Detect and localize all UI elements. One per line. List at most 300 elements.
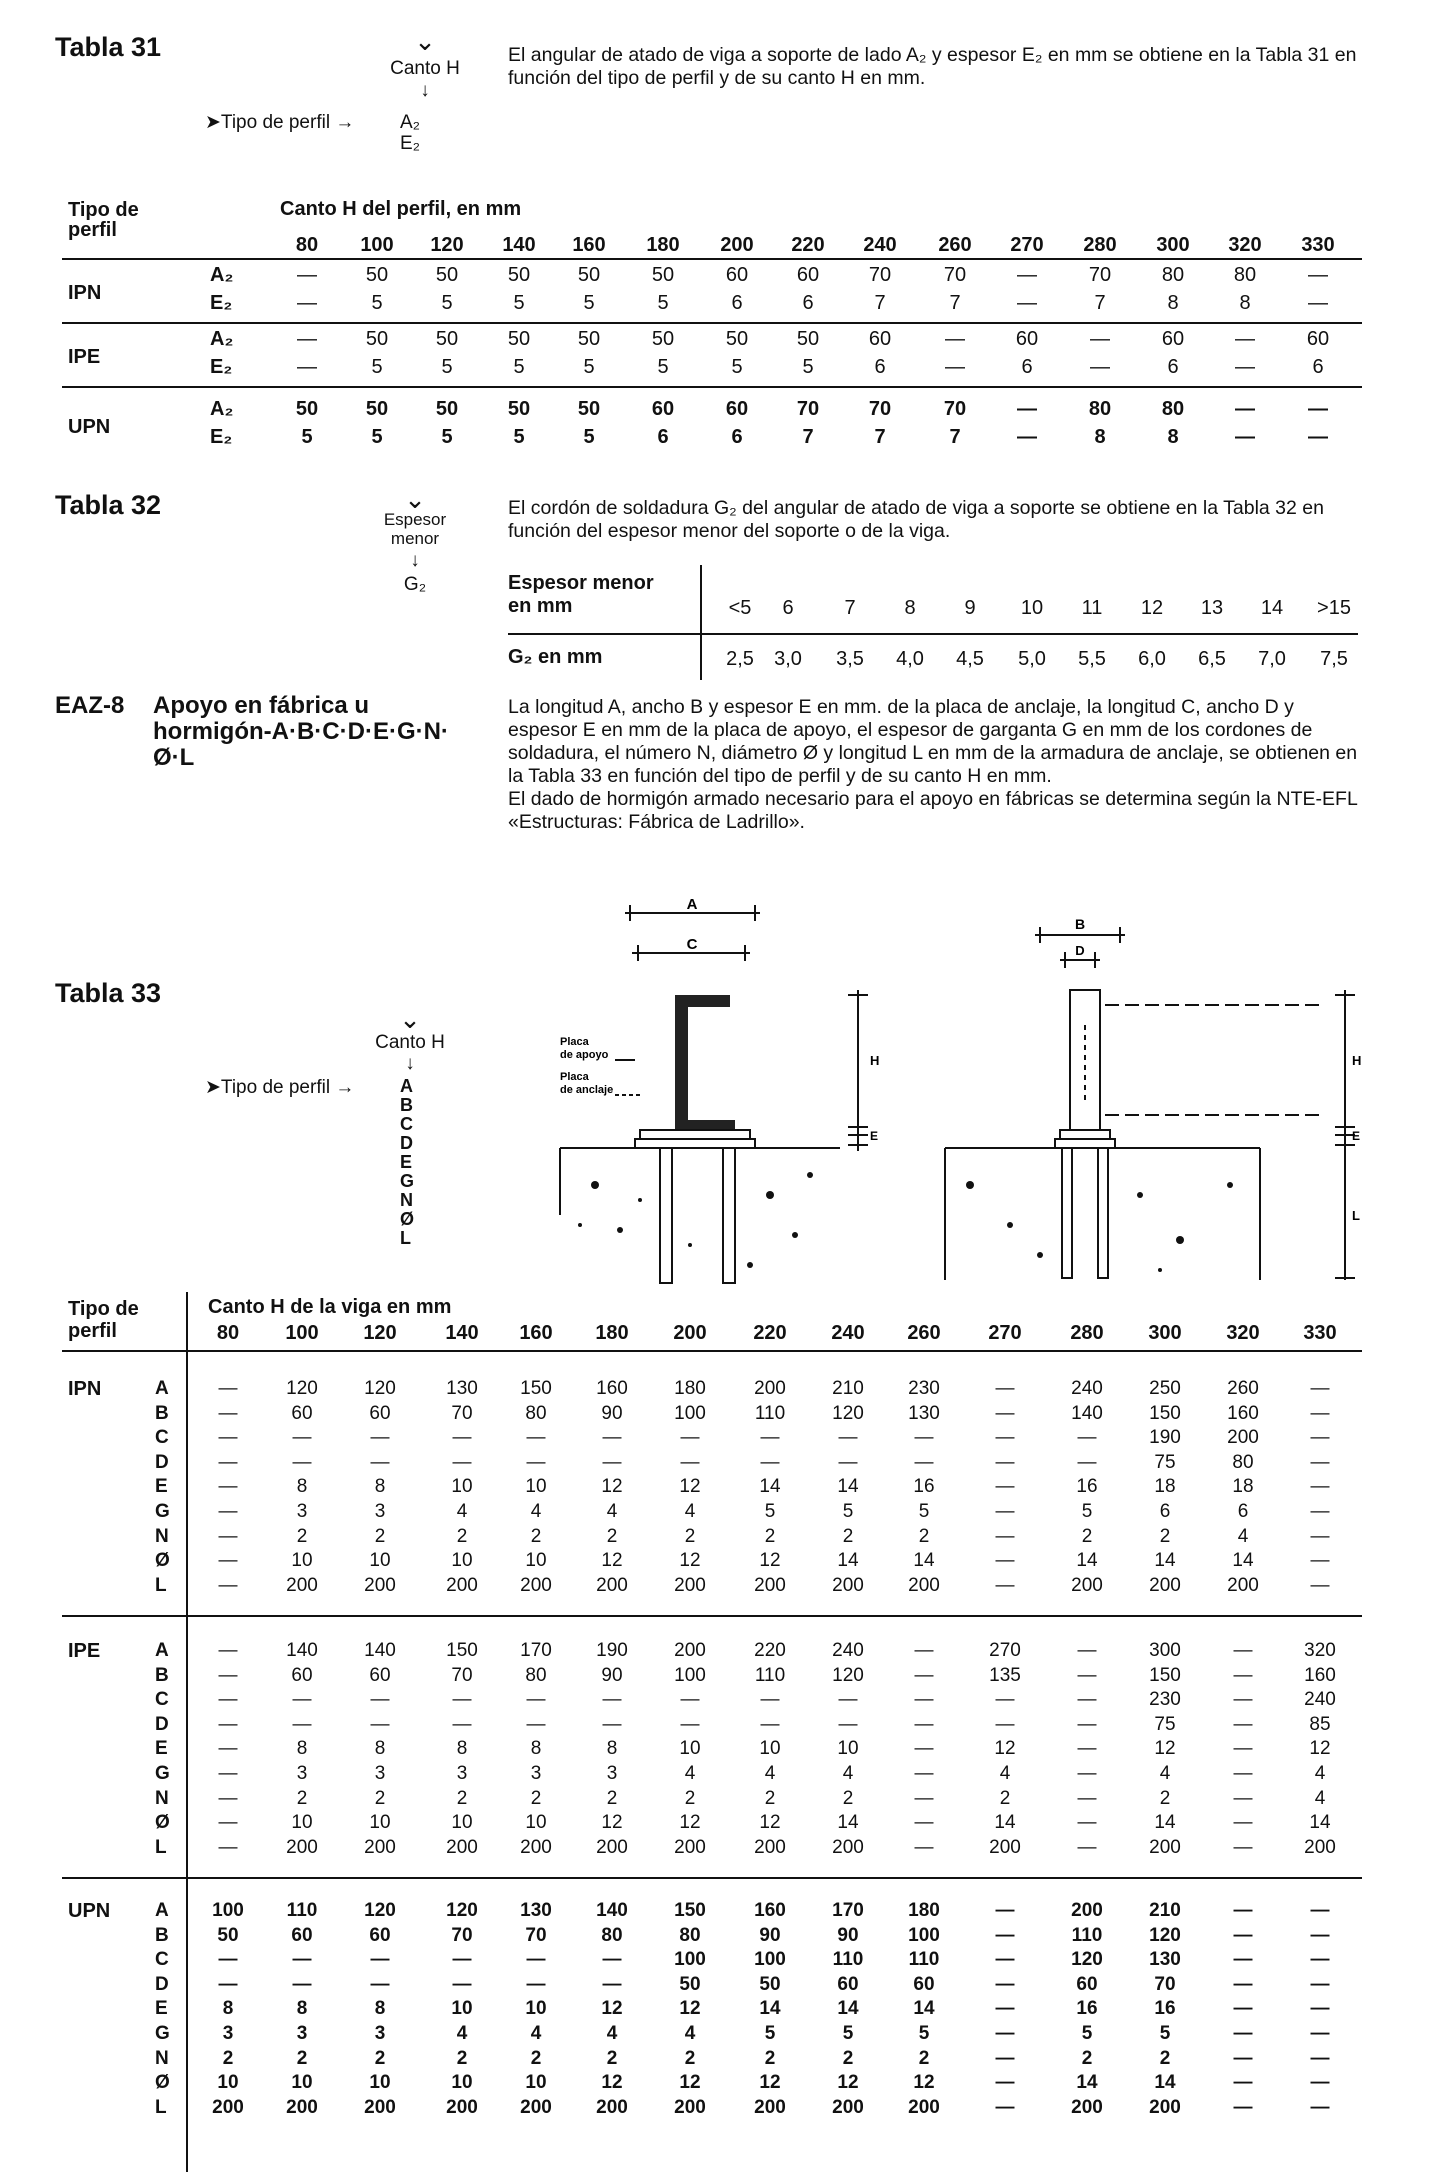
table-cell: 60 (1161, 328, 1185, 350)
table-cell: 60 (1306, 328, 1330, 350)
table-cell: 60 (369, 1665, 391, 1686)
table-cell: — (1077, 1788, 1097, 1809)
table-cell: — (218, 1763, 238, 1784)
table-cell: 300 (1149, 1640, 1181, 1661)
table-cell: — (1077, 1640, 1097, 1661)
table-cell: — (218, 1640, 238, 1661)
table-cell: — (1310, 1427, 1330, 1448)
table-cell: 2 (530, 1788, 542, 1809)
col-header: 120 (363, 1322, 397, 1344)
table-cell: 60 (369, 1403, 391, 1424)
canto-header: Canto H del perfil, en mm (280, 198, 522, 220)
table-cell: — (526, 1714, 546, 1735)
table-cell: — (1077, 1689, 1097, 1710)
table-cell: — (914, 1812, 934, 1833)
table-cell: 3 (296, 1501, 308, 1522)
key-canto-33: Canto H (375, 1032, 445, 1053)
table-cell: — (297, 356, 317, 378)
table-cell: 5 (513, 292, 525, 314)
table-cell: — (1077, 1812, 1097, 1833)
table-cell: 200 (286, 2097, 318, 2118)
table-cell: — (995, 1575, 1015, 1596)
table-cell: 75 (1154, 1714, 1176, 1735)
table-cell: 6 (1237, 1501, 1249, 1522)
table-cell: 3 (456, 1763, 468, 1784)
table-cell: — (995, 1403, 1015, 1424)
key-out: D (400, 1133, 413, 1153)
table-cell: — (1077, 1665, 1097, 1686)
table-cell: — (1077, 1714, 1097, 1735)
table-cell: 2 (764, 2048, 776, 2069)
table-cell: — (838, 1427, 858, 1448)
table-cell: — (995, 1949, 1015, 1970)
table-cell: 4 (684, 1763, 696, 1784)
table-cell: 14 (994, 1812, 1016, 1833)
chevron-down-icon: ⌄ (399, 1004, 421, 1034)
table-cell: 160 (1227, 1403, 1259, 1424)
col-header: 270 (988, 1322, 1022, 1344)
table-cell: 7 (949, 292, 961, 314)
table-cell: 7 (949, 426, 961, 448)
table-cell: — (297, 328, 317, 350)
label-placa-anclaje-2: de anclaje (560, 1084, 614, 1096)
table-cell: — (995, 1900, 1015, 1921)
table-cell: 110 (286, 1900, 318, 1921)
table-cell: 12 (913, 2072, 935, 2093)
table-cell: — (1017, 426, 1037, 448)
table-cell: — (914, 1427, 934, 1448)
g2-value: 6,0 (1138, 648, 1166, 670)
table-cell: 2 (296, 2048, 308, 2069)
key-out: C (400, 1114, 413, 1134)
group-name: UPN (68, 1900, 111, 1922)
table-cell: — (760, 1714, 780, 1735)
table-cell: — (914, 1665, 934, 1686)
table-cell: — (602, 1714, 622, 1735)
row-label: L (155, 2097, 167, 2118)
table-cell: 200 (1071, 2097, 1103, 2118)
table-cell: — (1310, 1550, 1330, 1571)
table-cell: — (452, 1714, 472, 1735)
chevron-right-icon: ➤ (205, 112, 221, 133)
table-cell: 10 (679, 1738, 701, 1759)
table-cell: 4 (456, 1501, 468, 1522)
table-cell: — (370, 1689, 390, 1710)
table-cell: 200 (674, 1640, 706, 1661)
table-cell: 2 (456, 1526, 468, 1547)
table-cell: 110 (754, 1403, 786, 1424)
group-name: IPN (68, 282, 102, 304)
dim-l: L (1352, 1208, 1360, 1223)
table-cell: 5 (513, 356, 525, 378)
table-cell: 100 (674, 1665, 706, 1686)
table-cell: 200 (1071, 1900, 1103, 1921)
table-cell: 10 (451, 1998, 473, 2019)
table-cell: — (370, 1452, 390, 1473)
table-cell: — (218, 1837, 238, 1858)
col-header: 100 (285, 1322, 319, 1344)
table-cell: 50 (725, 328, 749, 350)
row-label: C (155, 1949, 169, 1970)
table-cell: — (995, 2072, 1015, 2093)
table-cell: 50 (651, 264, 675, 286)
table-cell: 200 (286, 1575, 318, 1596)
table-cell: — (1233, 1714, 1253, 1735)
table-cell: — (218, 1714, 238, 1735)
g2-value: 3,0 (774, 648, 802, 670)
col-header: 200 (720, 234, 754, 256)
table-cell: 14 (1076, 2072, 1098, 2093)
table-cell: 250 (1149, 1378, 1181, 1399)
table-cell: 3 (222, 2023, 234, 2044)
table-cell: — (1077, 1427, 1097, 1448)
arrow-down-icon: ↓ (410, 550, 420, 571)
col-header: 240 (831, 1322, 865, 1344)
table-cell: — (1233, 1812, 1253, 1833)
table-cell: 8 (296, 1998, 308, 2019)
table-cell: — (1233, 1665, 1253, 1686)
table-cell: 8 (374, 1998, 386, 2019)
table-cell: 90 (601, 1403, 623, 1424)
table-cell: 200 (364, 1837, 396, 1858)
table-cell: 50 (365, 398, 389, 420)
eaz-title-line2: hormigón-A·B·C·D·E·G·N· (153, 718, 449, 745)
table-cell: 10 (217, 2072, 239, 2093)
key-canto: Canto H (390, 58, 460, 79)
col-header: 320 (1226, 1322, 1260, 1344)
table-cell: 210 (1149, 1900, 1181, 1921)
table-cell: 6 (657, 426, 669, 448)
table-cell: 2 (842, 1526, 854, 1547)
chevron-down-icon: ⌄ (414, 26, 436, 56)
table-cell: 190 (1149, 1427, 1181, 1448)
g2-value: 5,5 (1078, 648, 1106, 670)
table-cell: 12 (1154, 1738, 1176, 1759)
row-label: E (155, 1476, 168, 1497)
table-cell: 6 (1167, 356, 1179, 378)
table-cell: — (1077, 1837, 1097, 1858)
table-cell: 12 (1309, 1738, 1331, 1759)
table-cell: 12 (601, 1998, 623, 2019)
col-header: 220 (791, 234, 825, 256)
canto-header-33: Canto H de la viga en mm (208, 1296, 452, 1318)
col-header: 300 (1148, 1322, 1182, 1344)
table-cell: 50 (435, 264, 459, 286)
g2-value: 7,5 (1320, 648, 1348, 670)
table-cell: 200 (520, 2097, 552, 2118)
table-cell: 80 (1233, 264, 1257, 286)
dim-e-right: E (1352, 1129, 1361, 1143)
dim-h: H (870, 1053, 880, 1068)
table-cell: 14 (837, 1550, 859, 1571)
table-cell: 14 (1076, 1550, 1098, 1571)
row-label: C (155, 1427, 169, 1448)
table-cell: 200 (754, 2097, 786, 2118)
table-cell: — (1310, 1998, 1330, 2019)
table-cell: — (1233, 2023, 1253, 2044)
table-cell: — (297, 264, 317, 286)
table-cell: — (1310, 1575, 1330, 1596)
table-cell: 4 (530, 2023, 542, 2044)
table-cell: 60 (837, 1974, 859, 1995)
table-cell: 6 (802, 292, 814, 314)
table-cell: — (945, 356, 965, 378)
row-label: E₂ (210, 426, 233, 448)
col-header: 260 (907, 1322, 941, 1344)
table-cell: — (1077, 1738, 1097, 1759)
table-cell: — (602, 1689, 622, 1710)
table-cell: 12 (759, 2072, 781, 2093)
table-cell: 50 (679, 1974, 701, 1995)
table-cell: — (1233, 1640, 1253, 1661)
espesor-value: 9 (964, 597, 976, 619)
table-cell: 2 (999, 1788, 1011, 1809)
table-cell: 4 (1237, 1526, 1249, 1547)
table-cell: — (602, 1949, 622, 1970)
table-cell: — (995, 2048, 1015, 2069)
row-label: Ø (155, 1550, 170, 1571)
table-cell: 130 (908, 1403, 940, 1424)
table-cell: 10 (525, 2072, 547, 2093)
col-header: 240 (863, 234, 897, 256)
table-cell: 4 (530, 1501, 542, 1522)
table-cell: 5 (1081, 1501, 1093, 1522)
table-cell: 120 (364, 1900, 396, 1921)
table-cell: 14 (1309, 1812, 1331, 1833)
espesor-value: 10 (1020, 597, 1044, 619)
table-cell: 16 (1076, 1998, 1098, 2019)
table-cell: 80 (525, 1403, 547, 1424)
table-cell: 2 (374, 1788, 386, 1809)
table-cell: — (995, 2097, 1015, 2118)
table-cell: 70 (868, 264, 892, 286)
table-cell: 8 (222, 1998, 234, 2019)
table-cell: 5 (731, 356, 743, 378)
table-cell: 60 (291, 1925, 313, 1946)
table-cell: 3 (374, 1763, 386, 1784)
table-cell: — (995, 1714, 1015, 1735)
table-cell: 2 (222, 2048, 234, 2069)
table-cell: 150 (446, 1640, 478, 1661)
table-cell: 70 (451, 1925, 473, 1946)
table-cell: 260 (1227, 1378, 1259, 1399)
table-cell: — (914, 1763, 934, 1784)
table-cell: — (914, 1640, 934, 1661)
table-cell: 8 (374, 1738, 386, 1759)
table-cell: — (218, 1403, 238, 1424)
table-cell: 2 (456, 1788, 468, 1809)
row-label: A₂ (210, 328, 234, 350)
table-cell: 200 (908, 1575, 940, 1596)
table-cell: — (1235, 398, 1255, 420)
table-cell: 180 (674, 1378, 706, 1399)
col-header: 270 (1010, 234, 1044, 256)
group-name: IPE (68, 346, 101, 368)
table-cell: 70 (1088, 264, 1112, 286)
table-cell: 14 (913, 1998, 935, 2019)
table-cell: — (760, 1452, 780, 1473)
table-cell: 200 (754, 1575, 786, 1596)
table-cell: 170 (832, 1900, 864, 1921)
table-cell: 200 (1227, 1427, 1259, 1448)
table-cell: 50 (507, 398, 531, 420)
table-cell: — (292, 1974, 312, 1995)
table-cell: — (914, 1788, 934, 1809)
table-cell: 150 (1149, 1665, 1181, 1686)
table-cell: — (370, 1427, 390, 1448)
table-cell: — (1310, 1452, 1330, 1473)
label-placa-apoyo-2: de apoyo (560, 1049, 609, 1061)
espesor-value: >15 (1317, 597, 1351, 619)
table-cell: 200 (832, 1575, 864, 1596)
table-cell: 4 (999, 1763, 1011, 1784)
table-cell: — (526, 1452, 546, 1473)
table-cell: 150 (520, 1378, 552, 1399)
table-cell: — (945, 328, 965, 350)
table-cell: — (526, 1949, 546, 1970)
table-cell: 50 (435, 398, 459, 420)
table-cell: — (995, 1476, 1015, 1497)
table-cell: 10 (369, 1550, 391, 1571)
table-cell: 2 (296, 1526, 308, 1547)
row-label: C (155, 1689, 169, 1710)
table-cell: 2 (1081, 2048, 1093, 2069)
eaz-title-line3: Ø·L (153, 744, 195, 771)
col-header: 80 (295, 234, 319, 256)
row-label: E₂ (210, 292, 233, 314)
table-cell: — (1310, 2048, 1330, 2069)
table-cell: — (452, 1974, 472, 1995)
table-cell: — (1233, 1689, 1253, 1710)
col-header: 120 (430, 234, 464, 256)
table-cell: 3 (296, 2023, 308, 2044)
table-cell: — (370, 1714, 390, 1735)
table-cell: 70 (451, 1665, 473, 1686)
table-cell: 135 (989, 1665, 1021, 1686)
table-cell: — (370, 1949, 390, 1970)
table-cell: 5 (371, 426, 383, 448)
table-cell: — (995, 1974, 1015, 1995)
table-cell: — (452, 1949, 472, 1970)
table-cell: 6 (1159, 1501, 1171, 1522)
table-cell: 2 (1159, 1526, 1171, 1547)
table-cell: 70 (943, 264, 967, 286)
table-cell: — (995, 1501, 1015, 1522)
table-cell: — (1235, 356, 1255, 378)
table-cell: 180 (908, 1900, 940, 1921)
table-cell: 5 (842, 1501, 854, 1522)
table-cell: — (914, 1689, 934, 1710)
table-cell: — (218, 1812, 238, 1833)
row-label: Ø (155, 1812, 170, 1833)
table-cell: 70 (796, 398, 820, 420)
table-cell: — (1090, 328, 1110, 350)
table-cell: 2 (684, 2048, 696, 2069)
table-cell: 3 (374, 2023, 386, 2044)
col-header: 330 (1303, 1322, 1337, 1344)
table-cell: 12 (601, 1550, 623, 1571)
rule (62, 1615, 1362, 1617)
col-header: 220 (753, 1322, 787, 1344)
dim-c: C (686, 936, 698, 953)
table-cell: 60 (1015, 328, 1039, 350)
table-cell: 200 (908, 2097, 940, 2118)
table-cell: 50 (507, 264, 531, 286)
col-header: 180 (595, 1322, 629, 1344)
table-cell: 2 (764, 1526, 776, 1547)
table-cell: 5 (583, 356, 595, 378)
table-cell: — (1233, 1900, 1253, 1921)
table-cell: — (218, 1788, 238, 1809)
table-cell: 5 (1159, 2023, 1171, 2044)
table-cell: 14 (913, 1550, 935, 1571)
table-cell: 14 (1232, 1550, 1254, 1571)
table-cell: 3 (296, 1763, 308, 1784)
table-cell: 2 (764, 1788, 776, 1809)
table-cell: — (680, 1427, 700, 1448)
table-cell: 10 (525, 1550, 547, 1571)
table-cell: 80 (1232, 1452, 1254, 1473)
table-cell: — (1233, 1837, 1253, 1858)
col-header: 300 (1156, 234, 1190, 256)
table-cell: — (218, 1452, 238, 1473)
table-cell: — (914, 1837, 934, 1858)
table-cell: — (602, 1974, 622, 1995)
table-cell: 100 (674, 1403, 706, 1424)
table-cell: — (602, 1427, 622, 1448)
table-cell: — (1017, 264, 1037, 286)
table-cell: 70 (943, 398, 967, 420)
g2-value: 6,5 (1198, 648, 1226, 670)
table-cell: 120 (832, 1403, 864, 1424)
table-cell: 100 (754, 1949, 786, 1970)
table-cell: — (370, 1974, 390, 1995)
table-cell: — (526, 1974, 546, 1995)
table-cell: — (1310, 1974, 1330, 1995)
table-cell: 12 (679, 1476, 701, 1497)
table-cell: 6 (1021, 356, 1033, 378)
table-cell: 2 (842, 2048, 854, 2069)
table-cell: 16 (1154, 1998, 1176, 2019)
table-cell: — (1233, 1763, 1253, 1784)
table-cell: — (838, 1689, 858, 1710)
table-cell: — (1310, 1526, 1330, 1547)
table-cell: 12 (601, 1476, 623, 1497)
espesor-value: 6 (782, 597, 794, 619)
table-cell: 150 (1149, 1403, 1181, 1424)
table-cell: 2 (842, 1788, 854, 1809)
table-cell: 14 (1154, 1550, 1176, 1571)
tipo-header-33 (68, 1298, 139, 1342)
table-cell: — (452, 1427, 472, 1448)
table-cell: — (995, 1550, 1015, 1571)
table-cell: 3 (530, 1763, 542, 1784)
table-cell: 5 (583, 426, 595, 448)
table-cell: 2 (606, 1788, 618, 1809)
table-cell: — (995, 1998, 1015, 2019)
table-cell: 5 (764, 2023, 776, 2044)
table-cell: 6 (874, 356, 886, 378)
table-cell: 12 (759, 1550, 781, 1571)
table-cell: 50 (435, 328, 459, 350)
table-cell: — (1310, 1378, 1330, 1399)
col-header: 140 (445, 1322, 479, 1344)
col-header: 140 (502, 234, 536, 256)
table-cell: — (1077, 1763, 1097, 1784)
table-cell: 120 (832, 1665, 864, 1686)
table-cell: 200 (1149, 1575, 1181, 1596)
table-cell: 12 (994, 1738, 1016, 1759)
